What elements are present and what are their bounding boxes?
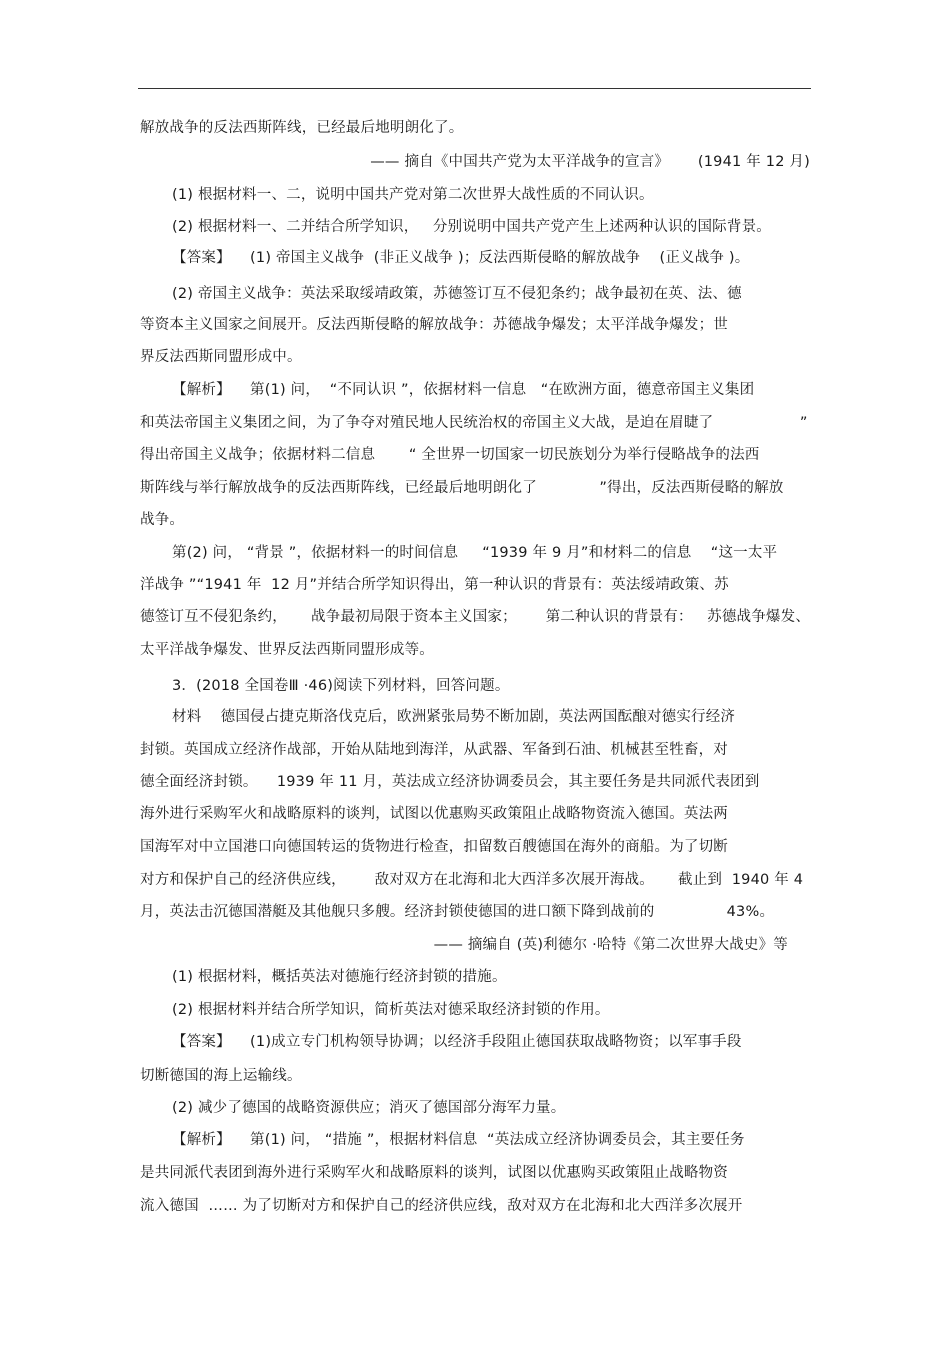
text-line: 是共同派代表团到海外进行采购军火和战略原料的谈判，试图以优惠购买政策阻止战略物资 (140, 1165, 728, 1181)
text-line: 斯阵线与举行解放战争的反法西斯阵线，已经最后地明朗化了 ”得出，反法西斯侵略的解放 (140, 480, 784, 496)
answer-1: 【答案】 (1) 帝国主义战争 (非正义战争 )；反法西斯侵略的解放战争 (正义战争 )。 (172, 250, 750, 266)
text-line: 战争。 (140, 512, 185, 528)
answer-2: (2) 减少了德国的战略资源供应；消灭了德国部分海军力量。 (172, 1100, 566, 1116)
question-3-heading: 3．(2018 全国卷Ⅲ ·46)阅读下列材料，回答问题。 (172, 678, 510, 694)
text-line: 太平洋战争爆发、世界反法西斯同盟形成等。 (140, 642, 434, 658)
text-line: 流入德国 …… 为了切断对方和保护自己的经济供应线，敌对双方在北海和北大西洋多次展开 (140, 1198, 743, 1214)
answer-1: 【答案】 (1)成立专门机构领导协调；以经济手段阻止德国获取战略物资；以军事手段 (172, 1034, 742, 1050)
text-line: 封锁。英国成立经济作战部，开始从陆地到海洋，从武器、军备到石油、机械甚至牲畜，对 (140, 742, 728, 758)
text-line: 得出帝国主义战争；依据材料二信息 “ 全世界一切国家一切民族划分为举行侵略战争的法西 (140, 447, 760, 463)
analysis-1: 【解析】 第(1) 问， “措施 ”，根据材料信息 “英法成立经济协调委员会，其主要任务 (172, 1132, 745, 1148)
source-citation: —— 摘自《中国共产党为太平洋战争的宣言》 (1941 年 12 月) (370, 154, 810, 170)
text-line: 德签订互不侵犯条约， 战争最初局限于资本主义国家； 第二种认识的背景有： 苏德战争爆发、 (140, 609, 811, 625)
text-line: 德全面经济封锁。 1939 年 11 月，英法成立经济协调委员会，其主要任务是共同派代表团到 (140, 774, 760, 790)
question-2: (2) 根据材料并结合所学知识，简析英法对德采取经济封锁的作用。 (172, 1002, 610, 1018)
text-line: 和英法帝国主义集团之间，为了争夺对殖民地人民统治权的帝国主义大战，是迫在眉睫了 ” (140, 415, 808, 431)
text-line: 等资本主义国家之间展开。反法西斯侵略的解放战争：苏德战争爆发；太平洋战争爆发；世 (140, 317, 728, 333)
text-line: 解放战争的反法西斯阵线，已经最后地明朗化了。 (140, 120, 464, 136)
analysis-1: 【解析】 第(1) 问， “不同认识 ”，依据材料一信息 “在欧洲方面，德意帝国主义集团 (172, 382, 755, 398)
text-line: 界反法西斯同盟形成中。 (140, 349, 302, 365)
analysis-2: 第(2) 问， “背景 ”，依据材料一的时间信息 “1939 年 9 月”和材料二的信息 “这一太平 (172, 545, 778, 561)
question-1: (1) 根据材料，概括英法对德施行经济封锁的措施。 (172, 969, 507, 985)
question-2: (2) 根据材料一、二并结合所学知识， 分别说明中国共产党产生上述两种认识的国际背景。 (172, 219, 771, 235)
header-rule (138, 88, 811, 89)
question-1: (1) 根据材料一、二，说明中国共产党对第二次世界大战性质的不同认识。 (172, 187, 654, 203)
text-line: 对方和保护自己的经济供应线， 敌对双方在北海和北大西洋多次展开海战。 截止到 1940 年 4 (140, 872, 804, 888)
text-line: 月，英法击沉德国潜艇及其他舰只多艘。经济封锁使德国的进口额下降到战前的 43%。 (140, 904, 775, 920)
text-line: 国海军对中立国港口向德国转运的货物进行检查，扣留数百艘德国在海外的商船。为了切断 (140, 839, 728, 855)
material-paragraph: 材料 德国侵占捷克斯洛伐克后，欧洲紧张局势不断加剧，英法两国酝酿对德实行经济 (172, 709, 736, 725)
text-line: 切断德国的海上运输线。 (140, 1068, 302, 1084)
text-line: 海外进行采购军火和战略原料的谈判，试图以优惠购买政策阻止战略物资流入德国。英法两 (140, 806, 728, 822)
text-line: 洋战争 ”“1941 年 12 月”并结合所学知识得出，第一种认识的背景有：英法绥靖政策、苏 (140, 577, 729, 593)
answer-2: (2) 帝国主义战争：英法采取绥靖政策，苏德签订互不侵犯条约；战争最初在英、法、德 (172, 286, 742, 302)
source-citation: —— 摘编自 (英)利德尔 ·哈特《第二次世界大战史》等 (433, 937, 788, 953)
